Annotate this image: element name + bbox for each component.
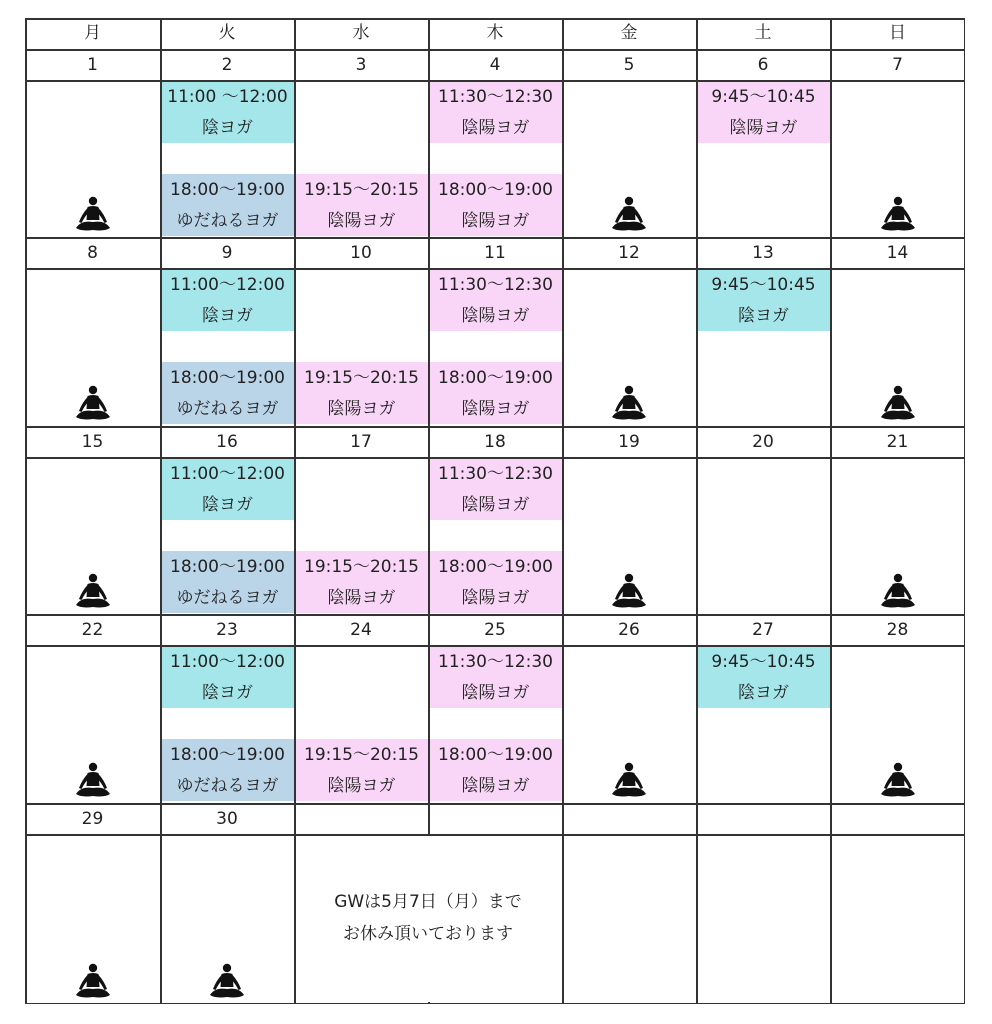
class-time: 19:15〜20:15 xyxy=(304,180,419,200)
date-number: 30 xyxy=(216,809,238,829)
class-time: 11:30〜12:30 xyxy=(438,652,553,672)
grid-line xyxy=(25,426,965,428)
grid-line xyxy=(964,18,966,1004)
yoga-calendar xyxy=(25,18,965,1004)
meditation-icon xyxy=(878,384,918,424)
date-number: 15 xyxy=(81,432,104,452)
meditation-icon xyxy=(73,572,113,612)
weekday-label: 日 xyxy=(889,23,906,43)
class-slot xyxy=(429,362,562,424)
class-slot xyxy=(161,269,294,331)
class-slot xyxy=(161,458,294,520)
meditation-icon xyxy=(878,195,918,235)
grid-line xyxy=(294,18,296,1004)
class-name: 陰陽ヨガ xyxy=(461,306,530,326)
date-number: 17 xyxy=(350,432,372,452)
class-name: 陰陽ヨガ xyxy=(327,399,396,419)
class-time: 19:15〜20:15 xyxy=(304,368,419,388)
class-slot xyxy=(295,739,428,801)
date-number: 21 xyxy=(886,432,909,452)
grid-line xyxy=(25,1003,965,1005)
notice-line-2: お休み頂いております xyxy=(343,924,513,944)
date-number: 26 xyxy=(618,620,640,640)
date-number: 22 xyxy=(81,620,104,640)
class-time: 18:00〜19:00 xyxy=(438,745,553,765)
class-slot xyxy=(429,739,562,801)
date-number: 27 xyxy=(752,620,774,640)
class-time: 18:00〜19:00 xyxy=(438,180,553,200)
class-slot xyxy=(295,362,428,424)
class-name: 陰陽ヨガ xyxy=(461,495,530,515)
meditation-icon xyxy=(73,761,113,801)
class-slot xyxy=(697,646,830,708)
date-number: 25 xyxy=(484,620,506,640)
class-time: 18:00〜19:00 xyxy=(170,745,285,765)
class-slot xyxy=(429,81,562,143)
date-number: 13 xyxy=(752,243,774,263)
class-time: 11:30〜12:30 xyxy=(438,275,553,295)
weekday-label: 月 xyxy=(84,23,101,43)
class-slot xyxy=(161,739,294,801)
class-name: 陰陽ヨガ xyxy=(729,118,798,138)
class-name: 陰陽ヨガ xyxy=(461,118,530,138)
class-name: 陰陽ヨガ xyxy=(461,588,530,608)
date-number: 28 xyxy=(886,620,909,640)
grid-line xyxy=(25,237,965,239)
class-name: 陰ヨガ xyxy=(202,683,253,703)
class-name: ゆだねるヨガ xyxy=(176,588,279,608)
weekday-label: 金 xyxy=(620,23,638,43)
class-time: 18:00〜19:00 xyxy=(170,368,285,388)
grid-line xyxy=(25,49,965,51)
date-number: 12 xyxy=(618,243,640,263)
date-number: 9 xyxy=(221,243,233,263)
class-name: 陰陽ヨガ xyxy=(461,776,530,796)
date-number: 6 xyxy=(757,55,769,75)
class-name: ゆだねるヨガ xyxy=(176,211,279,231)
grid-line xyxy=(25,268,965,270)
class-slot xyxy=(295,551,428,613)
class-name: 陰ヨガ xyxy=(202,306,253,326)
class-time: 11:00〜12:00 xyxy=(170,275,285,295)
class-slot xyxy=(697,269,830,331)
weekday-label: 木 xyxy=(486,23,504,43)
class-time: 9:45〜10:45 xyxy=(711,87,816,107)
grid-line xyxy=(25,614,965,616)
class-time: 18:00〜19:00 xyxy=(438,368,553,388)
class-slot xyxy=(697,81,830,143)
class-name: 陰陽ヨガ xyxy=(461,211,530,231)
meditation-icon xyxy=(207,962,247,1002)
date-number: 16 xyxy=(216,432,238,452)
class-time: 9:45〜10:45 xyxy=(711,275,816,295)
date-number: 2 xyxy=(221,55,233,75)
meditation-icon xyxy=(73,962,113,1002)
grid-line xyxy=(830,18,832,1004)
class-slot xyxy=(161,646,294,708)
date-number: 19 xyxy=(618,432,640,452)
grid-line xyxy=(25,18,27,1004)
meditation-icon xyxy=(878,572,918,612)
class-name: ゆだねるヨガ xyxy=(176,399,279,419)
class-name: 陰陽ヨガ xyxy=(327,776,396,796)
grid-line xyxy=(696,18,698,1004)
notice-line-1: GWは5月7日（月）まで xyxy=(334,892,522,912)
weekday-label: 火 xyxy=(218,23,236,43)
date-number: 23 xyxy=(216,620,238,640)
meditation-icon xyxy=(609,761,649,801)
class-slot xyxy=(295,174,428,236)
class-name: 陰陽ヨガ xyxy=(461,399,530,419)
grid-line xyxy=(25,80,965,82)
class-slot xyxy=(429,646,562,708)
class-time: 9:45〜10:45 xyxy=(711,652,816,672)
date-number: 5 xyxy=(623,55,635,75)
class-slot xyxy=(161,551,294,613)
class-slot xyxy=(429,458,562,520)
weekday-label: 水 xyxy=(352,23,370,43)
class-time: 18:00〜19:00 xyxy=(170,557,285,577)
date-number: 8 xyxy=(87,243,98,263)
grid-line xyxy=(25,457,965,459)
class-slot xyxy=(161,81,294,143)
date-number: 10 xyxy=(350,243,372,263)
class-name: 陰陽ヨガ xyxy=(327,588,396,608)
date-number: 7 xyxy=(892,55,903,75)
grid-line xyxy=(25,18,965,20)
class-time: 19:15〜20:15 xyxy=(304,745,419,765)
class-time: 11:30〜12:30 xyxy=(438,87,553,107)
class-time: 11:00〜12:00 xyxy=(170,652,285,672)
class-slot xyxy=(429,551,562,613)
class-name: 陰ヨガ xyxy=(738,306,789,326)
class-slot xyxy=(161,174,294,236)
gw-notice xyxy=(294,886,562,950)
date-number: 14 xyxy=(886,243,909,263)
class-slot xyxy=(429,269,562,331)
class-name: 陰ヨガ xyxy=(202,495,253,515)
meditation-icon xyxy=(609,572,649,612)
meditation-icon xyxy=(878,761,918,801)
grid-line xyxy=(25,645,965,647)
date-number: 18 xyxy=(484,432,506,452)
date-number: 24 xyxy=(350,620,372,640)
class-time: 11:30〜12:30 xyxy=(438,464,553,484)
meditation-icon xyxy=(609,195,649,235)
date-number: 4 xyxy=(489,55,501,75)
class-name: 陰ヨガ xyxy=(738,683,789,703)
class-slot xyxy=(161,362,294,424)
class-name: ゆだねるヨガ xyxy=(176,776,279,796)
grid-line xyxy=(562,18,564,1004)
meditation-icon xyxy=(73,195,113,235)
class-name: 陰陽ヨガ xyxy=(327,211,396,231)
grid-line xyxy=(160,18,162,1004)
meditation-icon xyxy=(73,384,113,424)
class-time: 11:00 〜12:00 xyxy=(167,87,288,107)
grid-line xyxy=(25,834,965,836)
date-number: 3 xyxy=(355,55,367,75)
class-name: 陰陽ヨガ xyxy=(461,683,530,703)
class-time: 11:00〜12:00 xyxy=(170,464,285,484)
meditation-icon xyxy=(609,384,649,424)
class-name: 陰ヨガ xyxy=(202,118,253,138)
date-number: 1 xyxy=(87,55,98,75)
date-number: 29 xyxy=(81,809,104,829)
date-number: 11 xyxy=(484,243,506,263)
class-time: 18:00〜19:00 xyxy=(438,557,553,577)
class-time: 18:00〜19:00 xyxy=(170,180,285,200)
class-time: 19:15〜20:15 xyxy=(304,557,419,577)
grid-line xyxy=(25,803,965,805)
weekday-label: 土 xyxy=(754,23,772,43)
date-number: 20 xyxy=(752,432,774,452)
class-slot xyxy=(429,174,562,236)
